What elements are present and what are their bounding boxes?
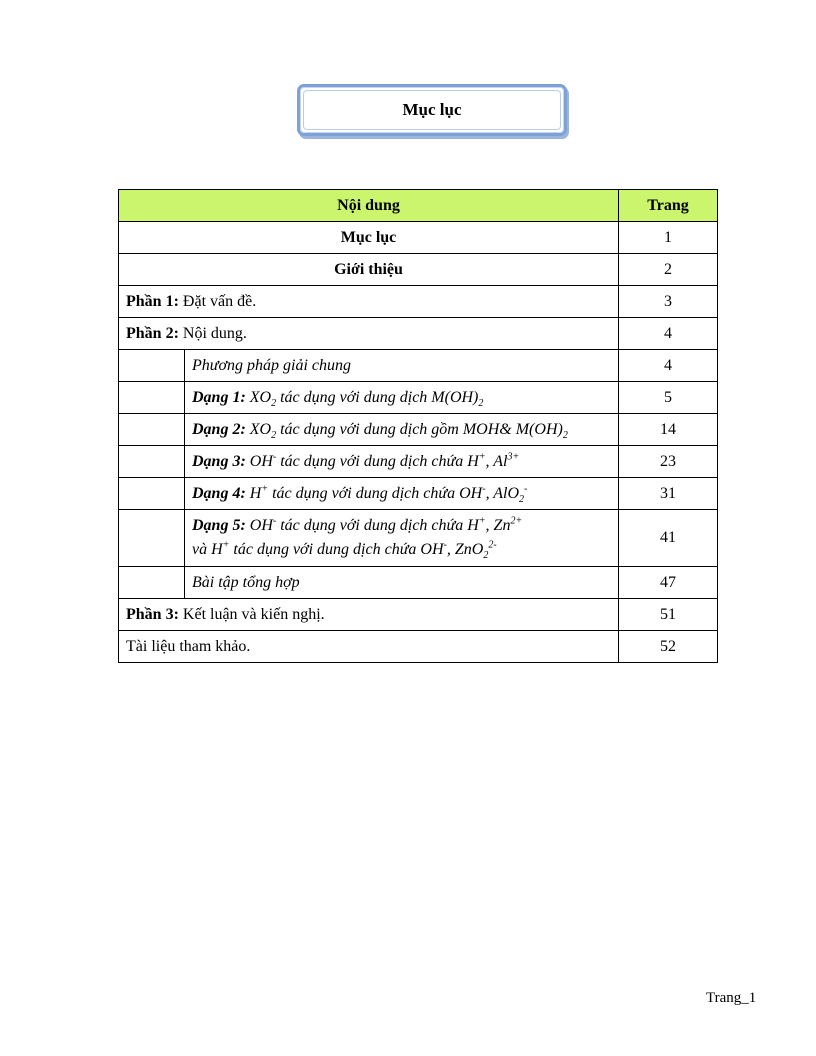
- row-label: Dạng 4: H+ tác dụng với dung dịch chứa OH-, AlO$_2$-: [185, 478, 619, 510]
- page-title: Mục lục: [303, 90, 561, 130]
- table-row: [119, 567, 718, 599]
- header-content: Nội dung: [119, 190, 619, 222]
- row-label: Bài tập tổng hợp: [185, 567, 619, 599]
- row-page: 47: [619, 567, 718, 599]
- table-row: [119, 222, 718, 254]
- table-row: [119, 254, 718, 286]
- table-header-row: [119, 190, 718, 222]
- row-page: 1: [619, 222, 718, 254]
- row-label: Phương pháp giải chung: [185, 350, 619, 382]
- row-page: 14: [619, 414, 718, 446]
- table-row: [119, 631, 718, 663]
- row-label: Giới thiệu: [119, 254, 619, 286]
- row-page: 41: [619, 510, 718, 567]
- row-label: Dạng 5: OH- tác dụng với dung dịch chứa H+, $Zn^{2+}$ và H+ tác dụng với dung dịch chứa OH-, ZnO$_2^{2-}$: [185, 510, 619, 567]
- row-page: 4: [619, 350, 718, 382]
- row-page: 2: [619, 254, 718, 286]
- table-row: [119, 446, 718, 478]
- table-row: [119, 414, 718, 446]
- row-page: 3: [619, 286, 718, 318]
- title-box: [297, 84, 567, 136]
- row-label: Mục lục: [119, 222, 619, 254]
- toc-table: [118, 189, 718, 663]
- page-number-footer: Trang_1: [706, 990, 757, 1006]
- row-label: Phần 2: Nội dung.: [119, 318, 619, 350]
- row-page: 52: [619, 631, 718, 663]
- table-row: [119, 510, 718, 567]
- row-label: Dạng 2: $XO_2$ tác dụng với dung dịch gồm MOH& $M(OH)_2$: [185, 414, 619, 446]
- row-page: 51: [619, 599, 718, 631]
- row-page: 4: [619, 318, 718, 350]
- header-page: Trang: [619, 190, 718, 222]
- table-row: [119, 382, 718, 414]
- row-page: 5: [619, 382, 718, 414]
- table-row: [119, 478, 718, 510]
- table-row: [119, 318, 718, 350]
- row-label: Phần 3: Kết luận và kiến nghị.: [119, 599, 619, 631]
- table-row: [119, 286, 718, 318]
- row-label: Tài liệu tham khảo.: [119, 631, 619, 663]
- row-label: Dạng 1: $XO_2$ tác dụng với dung dịch $M(OH)_2$: [185, 382, 619, 414]
- row-page: 31: [619, 478, 718, 510]
- table-row: [119, 350, 718, 382]
- table-row: [119, 599, 718, 631]
- row-label: Phần 1: Đặt vấn đề.: [119, 286, 619, 318]
- row-label: Dạng 3: OH- tác dụng với dung dịch chứa H+, $Al^{3+}$: [185, 446, 619, 478]
- row-page: 23: [619, 446, 718, 478]
